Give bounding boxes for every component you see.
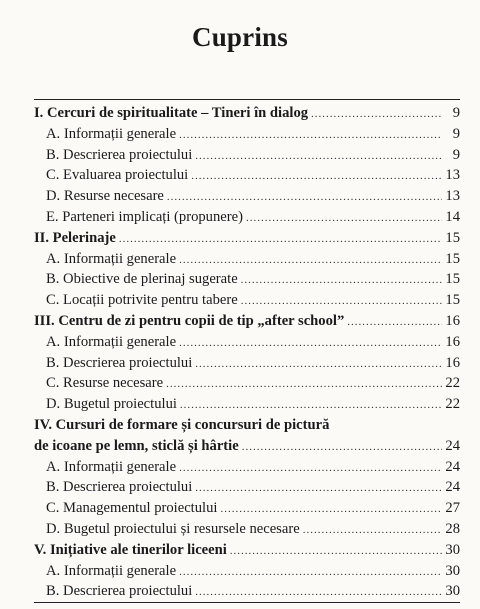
toc-subentry[interactable] (34, 207, 460, 228)
toc-subentry[interactable] (34, 249, 460, 270)
toc-section-entry[interactable] (34, 228, 460, 249)
toc-dot-leader (195, 354, 442, 375)
toc-entry-label: V. Inițiative ale tinerilor liceeni (34, 541, 227, 558)
toc-page-number: 30 (445, 541, 460, 558)
toc-entry-label: A. Informații generale (46, 125, 177, 142)
toc-dot-leader (220, 499, 442, 520)
toc-dot-leader (230, 541, 442, 562)
toc-subentry[interactable] (34, 581, 460, 602)
toc-dot-leader (179, 458, 442, 479)
toc-page-number: 24 (445, 458, 460, 475)
toc-section-entry[interactable] (34, 436, 460, 457)
toc-page-number: 15 (445, 271, 460, 288)
toc-page-number: 24 (445, 479, 460, 496)
toc-page-number: 9 (452, 146, 460, 163)
toc-page-number: 13 (445, 188, 460, 205)
toc-page-number: 15 (445, 250, 460, 267)
toc-dot-leader (242, 437, 442, 458)
toc-entry-label: B. Descrierea proiectului (46, 354, 193, 371)
toc-dot-leader (167, 187, 442, 208)
toc-entry-label: C. Managementul proiectului (46, 500, 218, 517)
toc-dot-leader (347, 312, 442, 333)
toc-entry-label: A. Informații generale (46, 458, 177, 475)
toc-dot-leader (311, 104, 442, 125)
toc-entry-label: B. Descrierea proiectului (46, 479, 193, 496)
toc-entry-label: I. Cercuri de spiritualitate – Tineri în dialog (34, 105, 309, 121)
toc-entry-label: IV. Cursuri de formare și concursuri de pictură (34, 416, 330, 433)
toc-dot-leader (303, 520, 442, 541)
toc-entry-label: A. Informații generale (46, 333, 177, 350)
toc-entry-label: C. Locații potrivite pentru tabere (46, 292, 238, 309)
toc-section-entry[interactable] (34, 540, 460, 561)
toc-dot-leader (180, 395, 442, 416)
toc-dot-leader (195, 582, 442, 603)
toc-subentry[interactable] (34, 373, 460, 394)
toc-subentry[interactable] (34, 269, 460, 290)
toc-subentry[interactable] (34, 290, 460, 311)
toc-subentry[interactable] (34, 394, 460, 415)
toc-page-number: 9 (452, 125, 460, 142)
toc-entry-label: A. Informații generale (46, 562, 177, 579)
toc-page-number: 16 (445, 312, 460, 329)
toc-entry-label: B. Obiective de plerinaj sugerate (46, 271, 238, 288)
bottom-divider (34, 602, 460, 603)
toc-entry-label: II. Pelerinaje (34, 229, 116, 246)
toc-section-entry[interactable] (34, 103, 460, 124)
toc-entry-label: B. Descrierea proiectului (46, 146, 193, 163)
top-divider (34, 99, 460, 100)
toc-entry-label: E. Parteneri implicați (propunere) (46, 208, 243, 225)
toc-subentry[interactable] (34, 477, 460, 498)
toc-entry-label: B. Descrierea proiectului (46, 583, 193, 600)
toc-subentry[interactable] (34, 145, 460, 166)
toc-page-number: 16 (445, 333, 460, 350)
toc-page-number: 30 (445, 583, 460, 600)
page-title: Cuprins (192, 22, 288, 52)
toc-subentry[interactable] (34, 332, 460, 353)
toc-section-entry[interactable] (34, 311, 460, 332)
toc-subentry[interactable] (34, 519, 460, 540)
toc-entry-label: D. Bugetul proiectului (46, 396, 177, 413)
toc-dot-leader (179, 333, 442, 354)
toc-dot-leader (119, 229, 442, 250)
toc-page-number: 9 (452, 105, 460, 121)
toc-entry-label: C. Resurse necesare (46, 375, 164, 392)
toc-subentry[interactable] (34, 124, 460, 145)
toc-dot-leader (179, 562, 442, 583)
toc-page-number: 24 (445, 437, 460, 454)
toc-subentry[interactable] (34, 498, 460, 519)
toc-entry-label: D. Bugetul proiectului și resursele necesare (46, 520, 300, 537)
toc-page-number: 13 (445, 167, 460, 184)
toc-page-number: 22 (445, 375, 460, 392)
toc-subentry[interactable] (34, 561, 460, 582)
toc-subentry[interactable] (34, 165, 460, 186)
toc-dot-leader (179, 125, 442, 146)
toc-page-number: 28 (445, 520, 460, 537)
toc-entry-label: A. Informații generale (46, 250, 177, 267)
toc-page-number: 27 (445, 500, 460, 517)
toc-subentry[interactable] (34, 457, 460, 478)
toc-entry-label: C. Evaluarea proiectului (46, 167, 189, 184)
toc-page-number: 15 (445, 229, 460, 246)
toc-section-entry[interactable] (34, 415, 460, 436)
toc-dot-leader (246, 208, 442, 229)
toc-page-number: 16 (445, 354, 460, 371)
toc-entry-label: D. Resurse necesare (46, 188, 164, 205)
toc-dot-leader (241, 270, 442, 291)
toc-dot-leader (195, 146, 442, 167)
toc-page-number: 14 (445, 208, 460, 225)
toc-dot-leader (241, 291, 442, 312)
toc-entry-label: de icoane pe lemn, sticlă și hârtie (34, 437, 239, 454)
toc-dot-leader (191, 166, 442, 187)
toc-page-number: 30 (445, 562, 460, 579)
toc-entry-label: III. Centru de zi pentru copii de tip „after school” (34, 312, 345, 329)
toc-page-number: 22 (445, 396, 460, 413)
toc-dot-leader (195, 478, 442, 499)
table-of-contents (34, 103, 460, 602)
toc-dot-leader (166, 374, 442, 395)
toc-dot-leader (179, 250, 442, 271)
toc-subentry[interactable] (34, 353, 460, 374)
toc-subentry[interactable] (34, 186, 460, 207)
toc-page-number: 15 (445, 292, 460, 309)
